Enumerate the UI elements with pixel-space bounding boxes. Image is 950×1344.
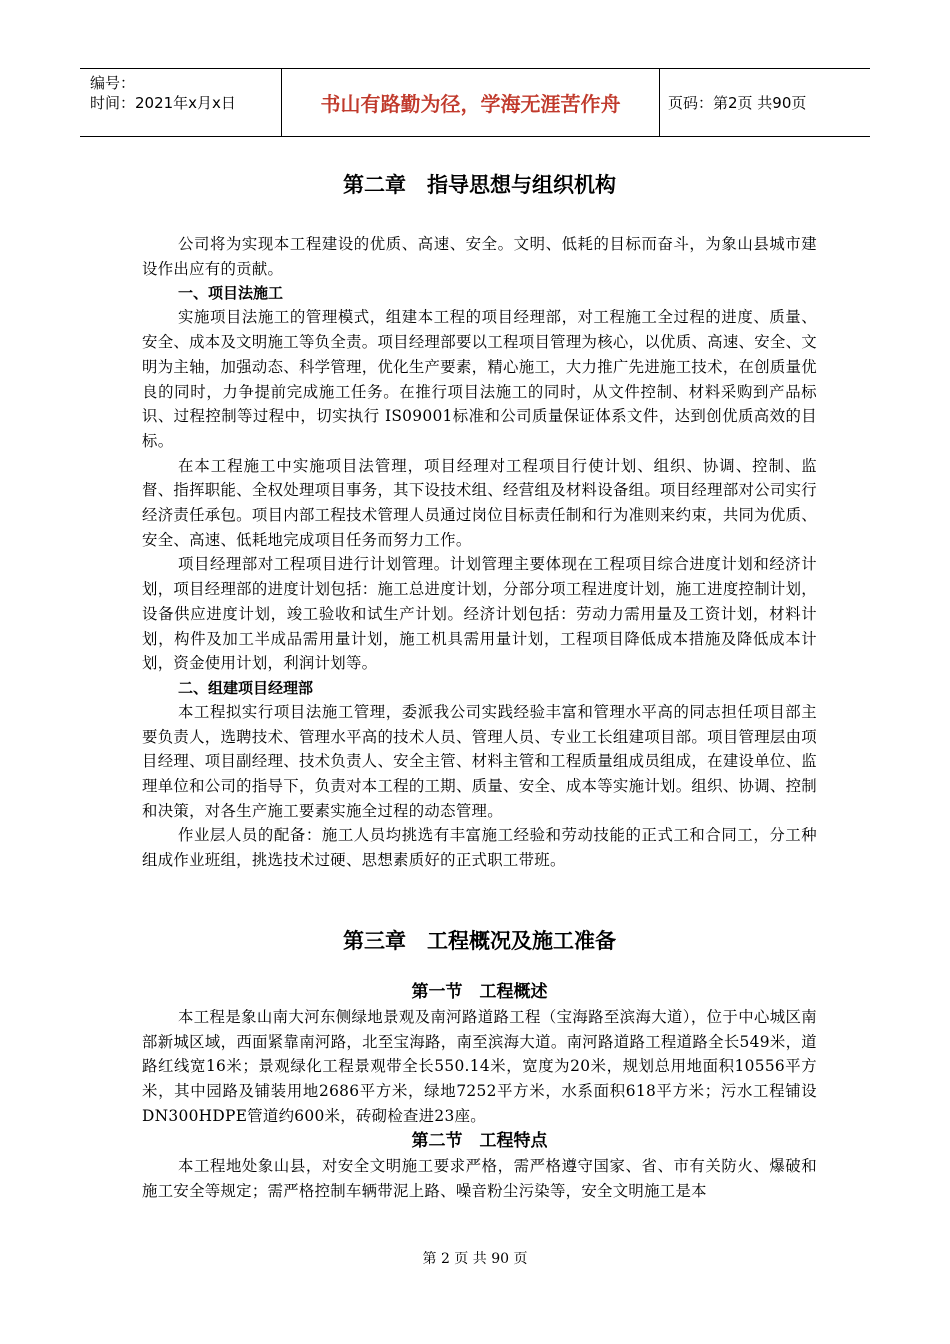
header-meta [80, 69, 282, 136]
chapter3-section2-paragraph: 本工程地处象山县，对安全文明施工要求严格，需严格遵守国家、省、市有关防火、爆破和施工安全等规定；需严格控制车辆带泥上路、噪音粉尘污染等，安全文明施工是本 [142, 1157, 817, 1201]
chapter2-section1-title: 一、项目法施工 [178, 284, 284, 303]
chapter2-section1-paragraph: 实施项目法施工的管理模式，组建本工程的项目经理部，对工程施工全过程的进度、质量、安全、成本及文明施工等负全责。项目经理部要以工程项目管理为核心，以优质、高速、安全、文明为主轴，加强动态、科学管理，优化生产要素，精心施工，大力推广先进施工技术，在创质量优良的同时，力争提前完成施工任务。在推行项目法施工的同时，从文件控制、材料采购到产品标识、过程控制等过程中，切实执行 IS09001标准和公司质量保证体系文件，达到创优质高效的目标。 [142, 308, 817, 450]
document-body [142, 170, 817, 1204]
chapter3-section2-title: 第二节 工程特点 [411, 1131, 548, 1152]
header-motto: 书山有路勤为径，学海无涯苦作舟 [282, 69, 660, 136]
chapter3-title: 第三章 工程概况及施工准备 [343, 928, 616, 953]
chapter2-title: 第二章 指导思想与组织机构 [343, 173, 616, 197]
chapter2-section1-paragraph: 项目经理部对工程项目进行计划管理。计划管理主要体现在工程项目综合进度计划和经济计划，项目经理部的进度计划包括：施工总进度计划，分部分项工程进度计划，施工进度控制计划，设备供应进度计划，竣工验收和试生产计划。经济计划包括：劳动力需用量及工资计划，材料计划，构件及加工半成品需用量计划，施工机具需用量计划，工程项目降低成本措施及降低成本计划，资金使用计划，利润计划等。 [142, 555, 817, 673]
chapter3-section1-title: 第一节 工程概述 [411, 981, 548, 1002]
chapter2-section2-title: 二、组建项目经理部 [178, 678, 314, 697]
header-date-label: 时间：2021年x月x日 [90, 94, 236, 112]
chapter2-intro: 公司将为实现本工程建设的优质、高速、安全。文明、低耗的目标而奋斗，为象山县城市建设作出应有的贡献。 [142, 235, 817, 278]
page-footer: 第 2 页 共 90 页 [422, 1251, 528, 1267]
chapter2-section2-paragraph: 作业层人员的配备：施工人员均挑选有丰富施工经验和劳动技能的正式工和合同工，分工种组成作业班组，挑选技术过硬、思想素质好的正式职工带班。 [142, 826, 817, 870]
page-header [80, 68, 870, 137]
chapter3-section1-paragraph: 本工程是象山南大河东侧绿地景观及南河路道路工程（宝海路至滨海大道），位于中心城区南部新城区域，西面紧靠南河路，北至宝海路，南至滨海大道。南河路道路工程道路全长549米，道路红线宽16米；景观绿化工程景观带全长550.14米，宽度为20米，规划总用地面积10556平方米，其中园路及铺装用地2686平方米，绿地7252平方米，水系面积618平方米；污水工程铺设DN300HDPE管道约600米，砖砌检查进23座。 [142, 1007, 817, 1125]
header-page-info: 页码：第2页 共90页 [668, 94, 807, 112]
chapter2-section1-paragraph: 在本工程施工中实施项目法管理，项目经理对工程项目行使计划、组织、协调、控制、监督、指挥职能、全权处理项目事务，其下设技术组、经营组及材料设备组。项目经理部对公司实行经济责任承包。项目内部工程技术管理人员通过岗位目标责任制和行为准则来约束，共同为优质、安全、高速、低耗地完成项目任务而努力工作。 [142, 456, 817, 549]
header-number-label: 编号： [90, 74, 136, 92]
chapter2-section2-paragraph: 本工程拟实行项目法施工管理，委派我公司实践经验丰富和管理水平高的同志担任项目部主要负责人，选聘技术、管理水平高的技术人员、管理人员、专业工长组建项目部。项目管理层由项目经理、项目副经理、技术负责人、安全主管、材料主管和工程质量组成员组成，在建设单位、监理单位和公司的指导下，负责对本工程的工期、质量、安全、成本等实施计划。组织、协调、控制和决策，对各生产施工要素实施全过程的动态管理。 [142, 702, 817, 820]
